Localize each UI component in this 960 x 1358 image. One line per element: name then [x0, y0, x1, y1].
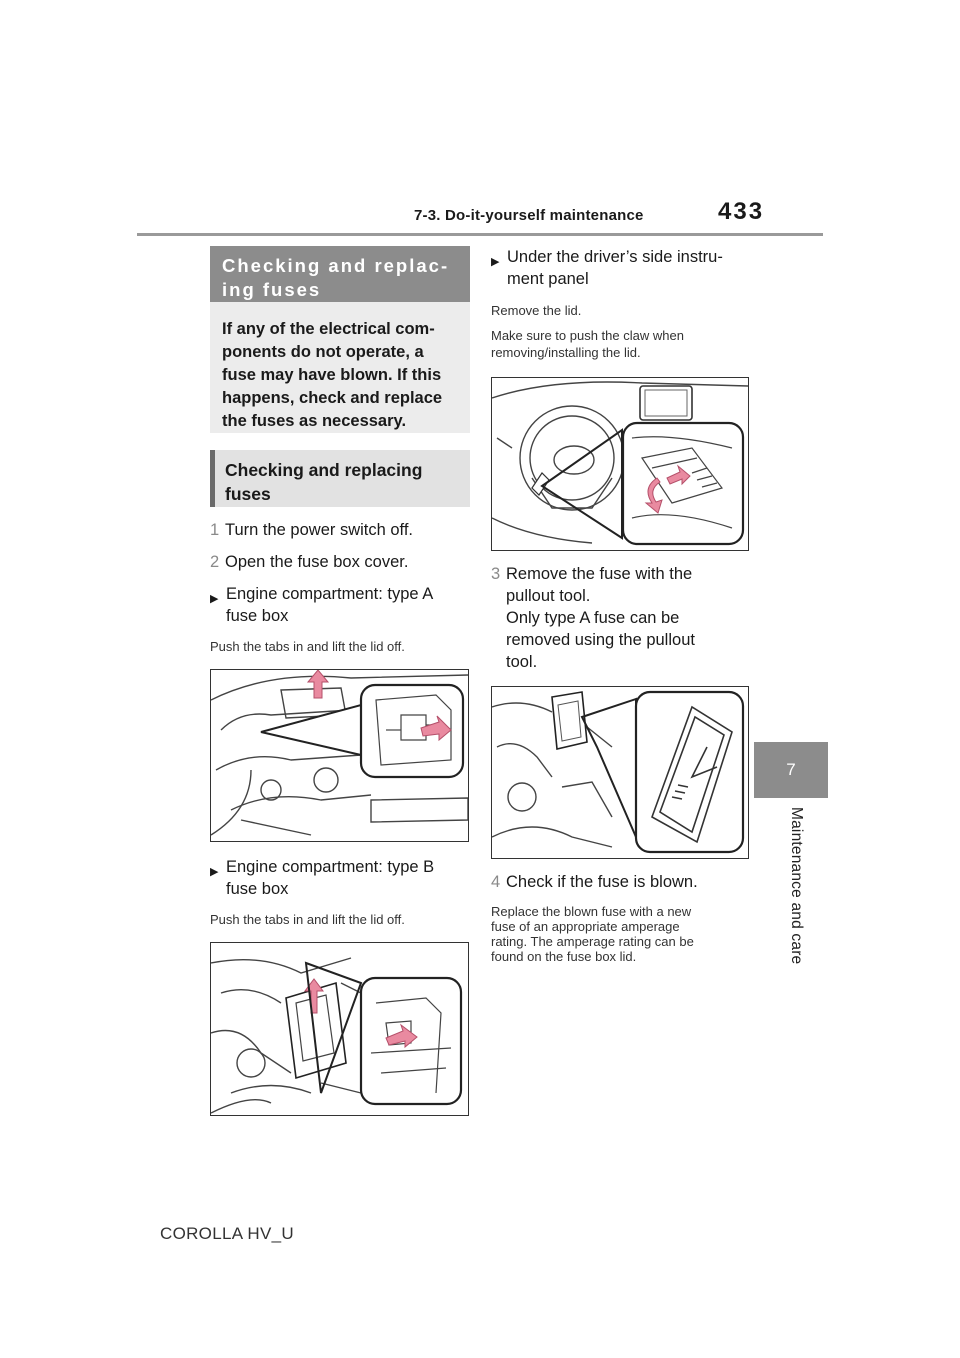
note-line: rating. The amperage rating can be [491, 934, 694, 949]
bullet-driver-panel [491, 246, 751, 290]
bullet-line: Under the driver’s side instru- [507, 248, 723, 266]
step-text: Turn the power switch off. [225, 521, 414, 539]
step-number: 1 [210, 521, 220, 539]
section-title: 7-3. Do-it-yourself maintenance [414, 207, 644, 224]
triangle-bullet-icon: ▶ [210, 866, 219, 878]
step-3 [491, 563, 751, 673]
intro-line: happens, check and replace [222, 389, 443, 407]
note-line: fuse of an appropriate amperage [491, 919, 680, 934]
bullet-line: ment panel [507, 270, 589, 288]
bullet-line: Engine compartment: type A [226, 585, 434, 603]
chapter-label [786, 807, 806, 987]
step-line: removed using the pullout [506, 631, 695, 649]
bullet-type-a [210, 583, 470, 627]
step-number: 3 [491, 565, 501, 583]
figure-type-b-fuse-box [210, 942, 469, 1116]
header-rule [137, 233, 823, 236]
engine-compartment-type-a-illustration [211, 670, 468, 841]
note-line: Replace the blown fuse with a new [491, 904, 692, 919]
subheading-line1: Checking and replacing [225, 460, 423, 480]
step-line: Only type A fuse can be [506, 609, 680, 627]
bullet-type-b [210, 856, 470, 900]
step-2 [210, 551, 470, 573]
intro-line: fuse may have blown. If this [222, 366, 442, 384]
bullet-line: fuse box [226, 607, 289, 625]
figure-driver-panel [491, 377, 749, 551]
step-text: Check if the fuse is blown. [506, 873, 698, 891]
pullout-tool-illustration [492, 687, 748, 858]
step-line: tool. [506, 653, 538, 671]
chapter-title: Maintenance and care [788, 807, 805, 965]
subheading-box [210, 450, 470, 507]
type-b-note: Push the tabs in and lift the lid off. [210, 912, 405, 927]
step-line: pullout tool. [506, 587, 591, 605]
intro-line: the fuses as necessary. [222, 412, 407, 430]
bullet-line: Engine compartment: type B [226, 858, 435, 876]
intro-line: If any of the electrical com- [222, 320, 435, 338]
step-4 [491, 871, 751, 893]
note-line: found on the fuse box lid. [491, 949, 637, 964]
figure-type-a-fuse-box [210, 669, 469, 842]
chapter-tab: 7 [754, 742, 828, 798]
type-a-note: Push the tabs in and lift the lid off. [210, 639, 405, 654]
triangle-bullet-icon: ▶ [491, 256, 500, 268]
driver-side-panel-illustration [492, 378, 748, 550]
driver-note-1: Remove the lid. [491, 303, 582, 318]
bullet-line: fuse box [226, 880, 289, 898]
step-text: Open the fuse box cover. [225, 553, 409, 571]
engine-compartment-type-b-illustration [211, 943, 468, 1115]
step-1 [210, 519, 470, 541]
left-column [210, 246, 470, 1116]
intro-line: ponents do not operate, a [222, 343, 424, 361]
subheading-line2: fuses [225, 484, 271, 504]
intro-box [210, 302, 470, 433]
step-number: 4 [491, 873, 501, 891]
driver-note-2: Make sure to push the claw when removing/installing the lid. [491, 328, 684, 360]
triangle-bullet-icon: ▶ [210, 593, 219, 605]
step-number: 2 [210, 553, 220, 571]
step-line: Remove the fuse with the [506, 565, 693, 583]
section-heading-box [210, 246, 470, 302]
footer-model: COROLLA HV_U [160, 1224, 294, 1243]
figure-pullout-tool [491, 686, 749, 859]
right-column [491, 246, 751, 964]
section-heading-line2: ing fuses [222, 279, 322, 300]
page-number: 433 [718, 198, 765, 225]
section-heading-line1: Checking and replac- [222, 255, 450, 276]
step-4-note [491, 904, 751, 964]
